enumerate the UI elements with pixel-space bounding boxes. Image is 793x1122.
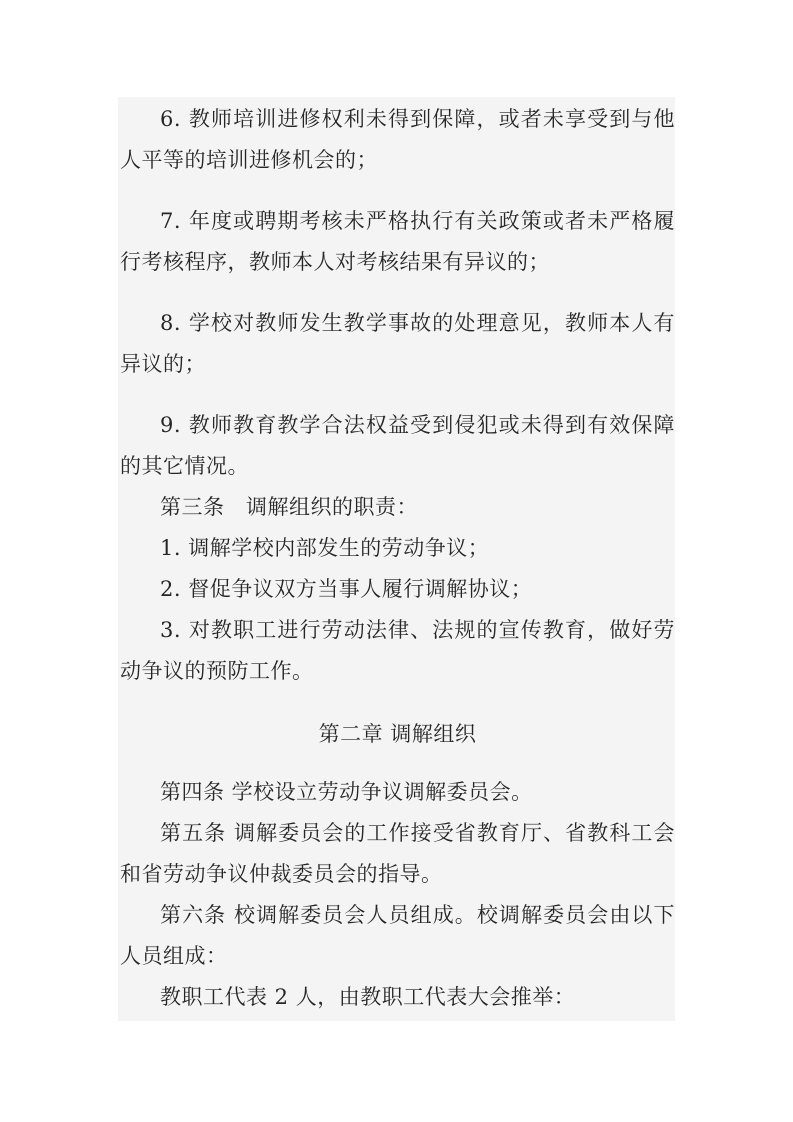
body-paragraph: 9. 教师教育教学合法权益受到侵犯或未得到有效保障的其它情况。	[120, 413, 675, 478]
body-paragraph: 2. 督促争议双方当事人履行调解协议；	[160, 577, 533, 601]
body-paragraph: 第六条 校调解委员会人员组成。校调解委员会由以下人员组成：	[120, 903, 675, 968]
body-paragraph: 1. 调解学校内部发生的劳动争议；	[160, 536, 490, 560]
body-paragraph: 第四条 学校设立劳动争议调解委员会。	[160, 780, 533, 804]
body-paragraph: 教职工代表 2 人，由教职工代表大会推举：	[160, 985, 576, 1009]
body-paragraph: 8. 学校对教师发生教学事故的处理意见，教师本人有异议的；	[120, 311, 675, 376]
body-paragraph: 第三条 调解组织的职责：	[160, 495, 418, 519]
chapter-heading: 第二章 调解组织	[318, 722, 477, 746]
document-body	[120, 99, 675, 1018]
body-paragraph: 3. 对教职工进行劳动法律、法规的宣传教育，做好劳动争议的预防工作。	[120, 618, 675, 683]
body-paragraph: 第五条 调解委员会的工作接受省教育厅、省教科工会和省劳动争议仲裁委员会的指导。	[120, 821, 675, 886]
body-paragraph: 7. 年度或聘期考核未严格执行有关政策或者未严格履行考核程序，教师本人对考核结果有异议的；	[120, 209, 675, 274]
body-paragraph: 6. 教师培训进修权利未得到保障，或者未享受到与他人平等的培训进修机会的；	[120, 107, 675, 172]
document-page	[118, 97, 675, 1021]
